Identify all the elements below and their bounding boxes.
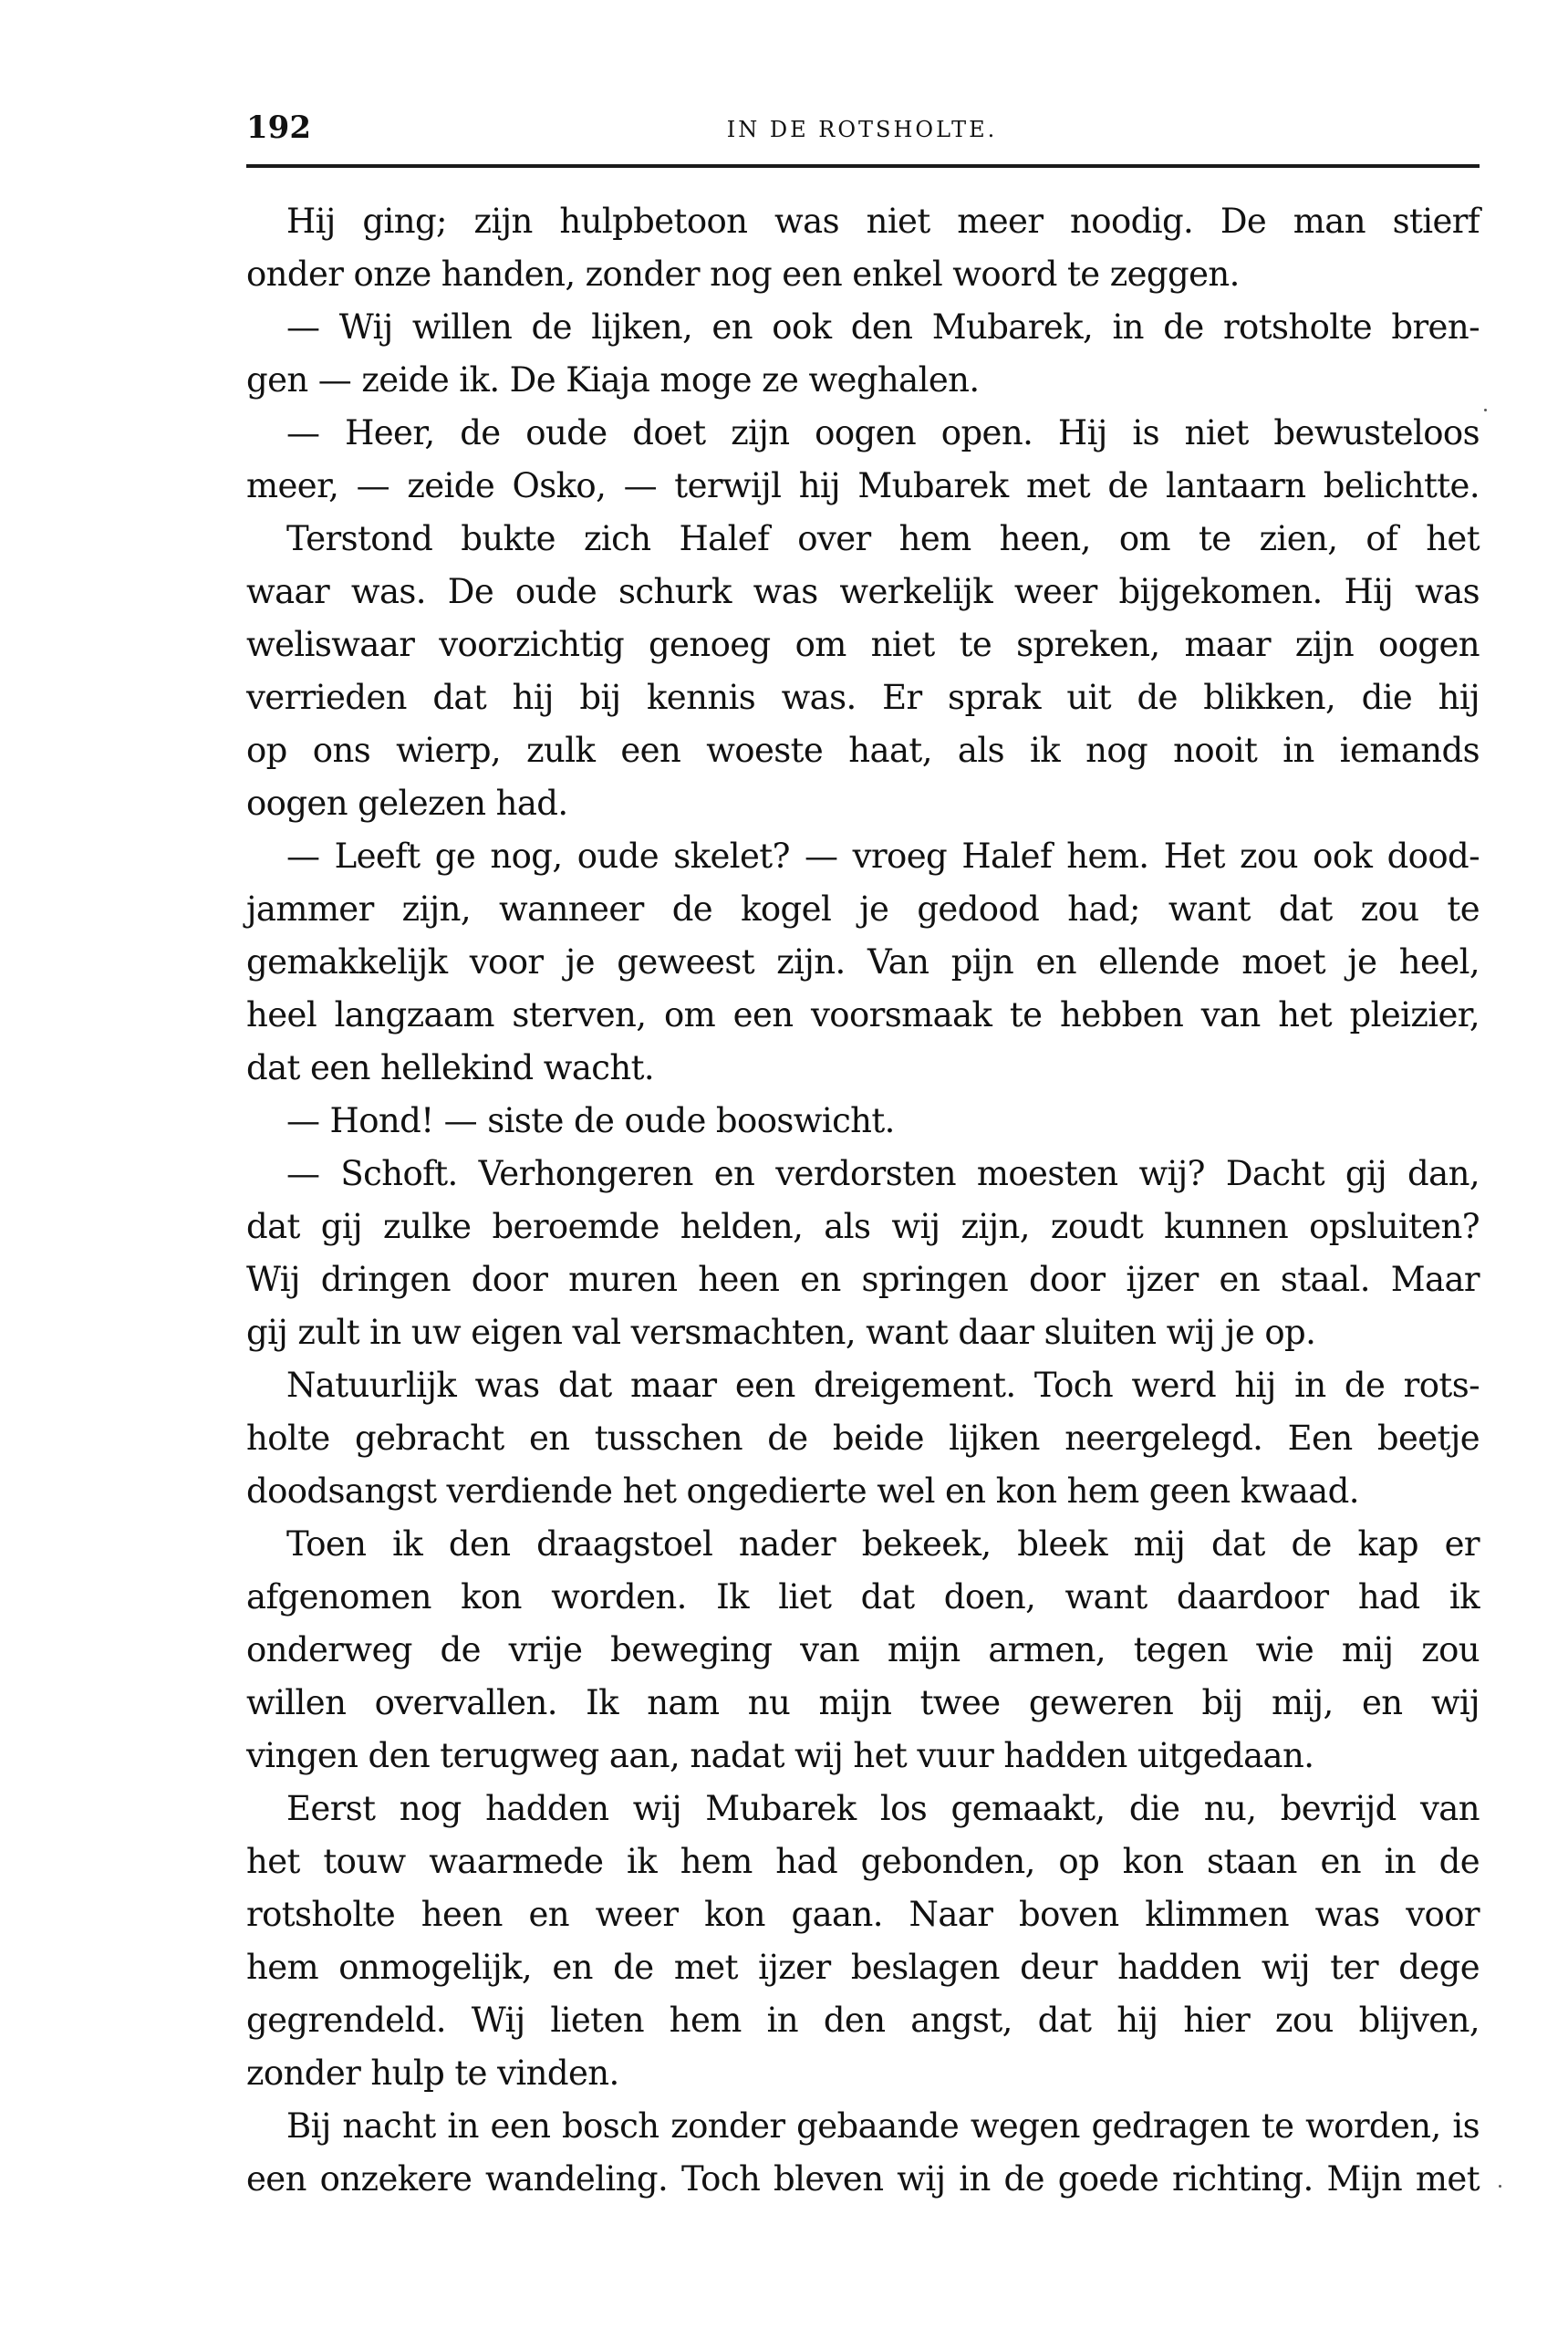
text-line: afgenomen kon worden. Ik liet dat doen, want daardoor had ik [246, 1577, 1480, 1617]
text-line: — Hond! — siste de oude booswicht. [286, 1101, 895, 1140]
text-line: doodsangst verdiende het ongedierte wel en kon hem geen kwaad. [246, 1471, 1359, 1511]
text-line: dat gij zulke beroemde helden, als wij zijn, zoudt kunnen opsluiten? [246, 1207, 1480, 1246]
text-line: Toen ik den draagstoel nader bekeek, bleek mij dat de kap er [286, 1524, 1480, 1564]
text-line: Eerst nog hadden wij Mubarek los gemaakt, die nu, bevrijd van [286, 1789, 1480, 1828]
text-line: willen overvallen. Ik nam nu mijn twee geweren bij mij, en wij [246, 1683, 1480, 1722]
text-line: — Leeft ge nog, oude skelet? — vroeg Halef hem. Het zou ook dood- [286, 837, 1480, 876]
text-line: het touw waarmede ik hem had gebonden, op kon staan en in de [246, 1842, 1480, 1881]
text-line: — Heer, de oude doet zijn oogen open. Hij is niet bewusteloos [286, 413, 1480, 452]
header-rule [246, 164, 1480, 168]
text-line: Hij ging; zijn hulpbetoon was niet meer noodig. De man stierf [286, 202, 1480, 241]
text-line: zonder hulp te vinden. [246, 2053, 619, 2093]
text-line: — Schoft. Verhongeren en verdorsten moesten wij? Dacht gij dan, [286, 1154, 1480, 1193]
text-line: meer, — zeide Osko, — terwijl hij Mubarek met de lantaarn belichtte. [246, 466, 1480, 505]
page-number: 192 [246, 109, 311, 146]
text-line: jammer zijn, wanneer de kogel je gedood had; want dat zou te [246, 889, 1480, 929]
text-line: Wij dringen door muren heen en springen door ijzer en staal. Maar [246, 1260, 1480, 1299]
text-line: onder onze handen, zonder nog een enkel woord te zeggen. [246, 255, 1240, 294]
text-line: Natuurlijk was dat maar een dreigement. Toch werd hij in de rots- [286, 1366, 1480, 1405]
text-line: weliswaar voorzichtig genoeg om niet te spreken, maar zijn oogen [246, 625, 1480, 664]
text-line: oogen gelezen had. [246, 784, 568, 823]
text-line: gegrendeld. Wij lieten hem in den angst, dat hij hier zou blijven, [246, 2001, 1480, 2040]
body-text [246, 195, 1480, 2206]
text-line: onderweg de vrije beweging van mijn armen, tegen wie mij zou [246, 1630, 1480, 1669]
text-line: Terstond bukte zich Halef over hem heen, om te zien, of het [286, 519, 1480, 558]
text-line: gemakkelijk voor je geweest zijn. Van pijn en ellende moet je heel, [246, 942, 1480, 982]
text-line: een onzekere wandeling. Toch bleven wij in de goede richting. Mijn met [246, 2159, 1480, 2199]
text-line: verrieden dat hij bij kennis was. Er sprak uit de blikken, die hij [246, 678, 1480, 717]
text-line: vingen den terugweg aan, nadat wij het vuur hadden uitgedaan. [246, 1736, 1314, 1775]
running-head [246, 108, 1478, 148]
text-line: heel langzaam sterven, om een voorsmaak te hebben van het pleizier, [246, 995, 1480, 1035]
text-line: — Wij willen de lijken, en ook den Mubarek, in de rotsholte bren- [286, 307, 1480, 347]
text-line: holte gebracht en tusschen de beide lijken neergelegd. Een beetje [246, 1419, 1480, 1458]
text-line: rotsholte heen en weer kon gaan. Naar boven klimmen was voor [246, 1895, 1480, 1934]
text-line: op ons wierp, zulk een woeste haat, als ik nog nooit in iemands [246, 731, 1480, 770]
print-speck [1499, 2185, 1501, 2188]
text-line: hem onmogelijk, en de met ijzer beslagen deur hadden wij ter dege [246, 1948, 1480, 1987]
text-line: dat een hellekind wacht. [246, 1048, 655, 1087]
text-line: Bij nacht in een bosch zonder gebaande wegen gedragen te worden, is [286, 2106, 1480, 2146]
print-speck [1484, 409, 1487, 411]
text-line: gij zult in uw eigen val versmachten, want daar sluiten wij je op. [246, 1313, 1316, 1352]
running-title: IN DE ROTSHOLTE. [726, 117, 998, 142]
text-line: gen — zeide ik. De Kiaja moge ze weghalen. [246, 360, 980, 400]
text-line: waar was. De oude schurk was werkelijk weer bijgekomen. Hij was [246, 572, 1480, 611]
